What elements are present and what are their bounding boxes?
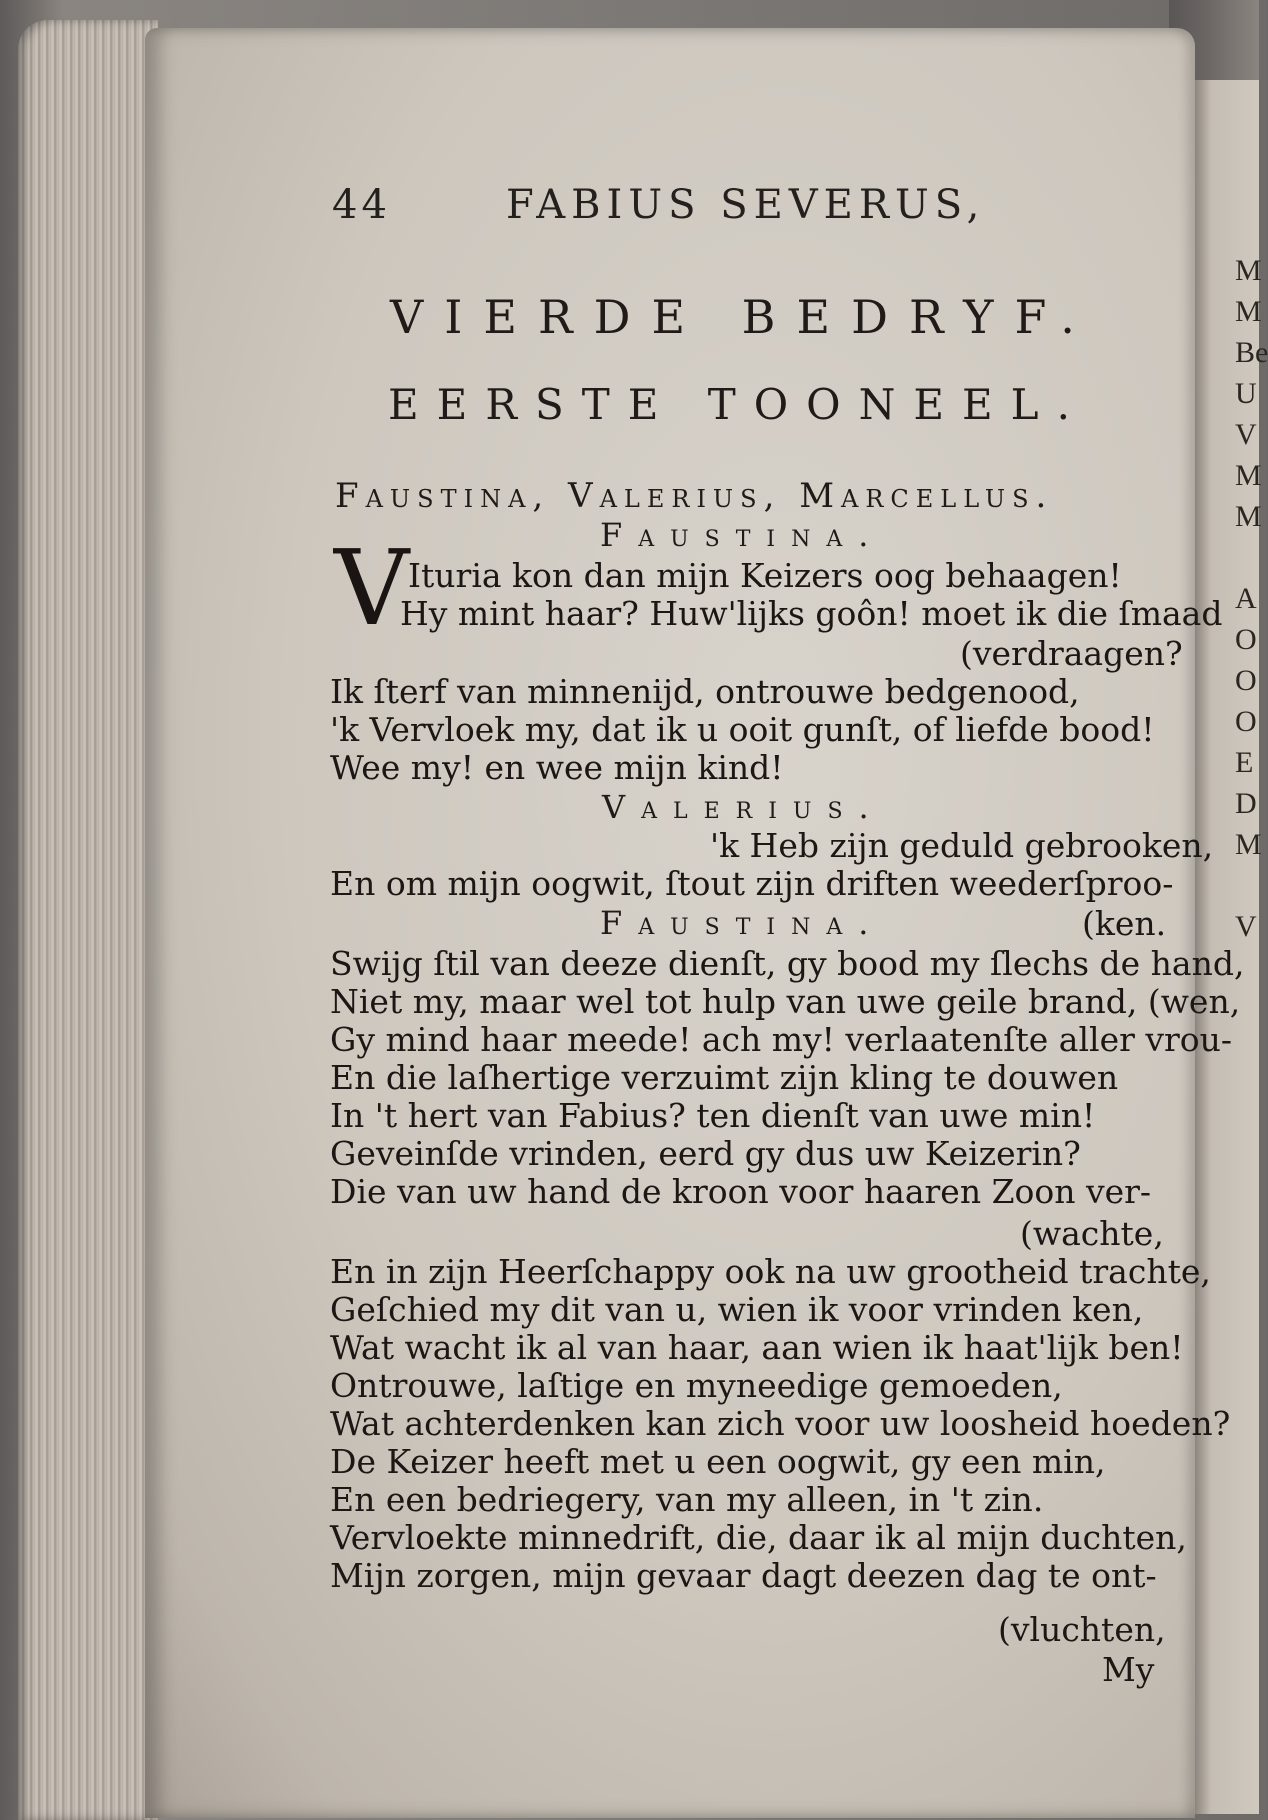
verse-line: Vervloekte minnedrift, die, daar ik al mijn duchten, <box>330 1518 1187 1557</box>
facing-page-letter: Be <box>1235 336 1268 369</box>
facing-page-letter: D <box>1235 787 1257 820</box>
verse-line: Geveinſde vrinden, eerd gy dus uw Keizerin? <box>330 1134 1081 1173</box>
facing-page-letter: O <box>1235 705 1257 738</box>
verse-line: De Keizer heeft met u een oogwit, gy een min, <box>330 1442 1106 1481</box>
verse-line: Wee my! en wee mijn kind! <box>330 748 784 787</box>
verse-line: En in zijn Heerſchappy ook na uw grootheid trachte, <box>330 1252 1211 1291</box>
verse-line: Wat wacht ik al van haar, aan wien ik haat'lijk ben! <box>330 1328 1184 1367</box>
facing-page-letter: O <box>1235 664 1257 697</box>
facing-page-letter: M <box>1235 500 1262 533</box>
verse-continuation: (verdraagen? <box>960 634 1183 673</box>
speaker-faustina-2: Faustina. <box>600 904 885 942</box>
speaker-valerius: Valerius. <box>602 788 885 826</box>
verse-line: Ik ſterf van minnenijd, ontrouwe bedgenood, <box>330 672 1080 711</box>
facing-page-letter: U <box>1235 377 1257 410</box>
page-number: 44 <box>332 182 391 228</box>
cast-list: Faustina, Valerius, Marcellus. <box>335 476 1054 516</box>
verse-line: 'k Vervloek my, dat ik u ooit gunſt, of liefde bood! <box>330 710 1155 749</box>
facing-page-letter: M <box>1235 459 1262 492</box>
running-title: FABIUS SEVERUS, <box>506 182 986 228</box>
drop-capital: V <box>334 527 410 649</box>
facing-page-letter: E <box>1235 746 1254 779</box>
verse-line: In 't hert van Fabius? ten dienſt van uwe min! <box>330 1096 1096 1135</box>
facing-page-letter <box>1235 537 1265 578</box>
verse-line: Niet my, maar wel tot hulp van uwe geile brand, (wen, <box>330 982 1241 1021</box>
verse-continuation: (ken. <box>1082 904 1167 943</box>
verse-line: Ontrouwe, laſtige en myneedige gemoeden, <box>330 1366 1063 1405</box>
facing-page-letter: M <box>1235 828 1262 861</box>
running-head <box>330 182 1160 242</box>
facing-page-letter: M <box>1235 254 1262 287</box>
facing-page-letter: A <box>1235 582 1257 615</box>
facing-page-letters <box>1235 250 1268 947</box>
book-page-edges <box>18 20 158 1820</box>
verse-line: En om mijn oogwit, ſtout zijn driften weederſproo- <box>330 864 1174 903</box>
verse-line: Geſchied my dit van u, wien ik voor vrinden ken, <box>330 1290 1144 1329</box>
verse-line: En een bedriegery, van my alleen, in 't zin. <box>330 1480 1044 1519</box>
facing-page-letter: M <box>1235 295 1262 328</box>
facing-page-letter: V <box>1235 910 1257 943</box>
facing-page-letter <box>1235 865 1265 906</box>
verse-line: En die laſhertige verzuimt zijn kling te douwen <box>330 1058 1119 1097</box>
speaker-faustina-1: Faustina. <box>600 516 885 554</box>
act-heading: VIERDE BEDRYF. <box>390 290 1096 344</box>
verse-line: Wat achterdenken kan zich voor uw loosheid hoeden? <box>330 1404 1231 1443</box>
verse-continuation: (wachte, <box>1020 1214 1164 1253</box>
scene-heading: EERSTE TOONEEL. <box>388 380 1088 429</box>
verse-line: Gy mind haar meede! ach my! verlaatenſte aller vrou- <box>330 1020 1233 1059</box>
verse-line: Ituria kon dan mijn Keizers oog behaagen! <box>408 556 1122 595</box>
verse-continuation: (vluchten, <box>998 1610 1166 1649</box>
facing-page-letter: V <box>1235 418 1257 451</box>
verse-line: Swijg ſtil van deeze dienſt, gy bood my ſlechs de hand, <box>330 944 1245 983</box>
verse-line: Hy mint haar? Huw'lijks goôn! moet ik die ſmaad <box>400 594 1223 633</box>
verse-line: Mijn zorgen, mijn gevaar dagt deezen dag te ont- <box>330 1556 1157 1595</box>
verse-line: 'k Heb zijn geduld gebrooken, <box>710 826 1214 865</box>
verse-line: Die van uw hand de kroon voor haaren Zoon ver- <box>330 1172 1152 1211</box>
catchword: My <box>1102 1650 1155 1689</box>
facing-page-letter: O <box>1235 623 1257 656</box>
